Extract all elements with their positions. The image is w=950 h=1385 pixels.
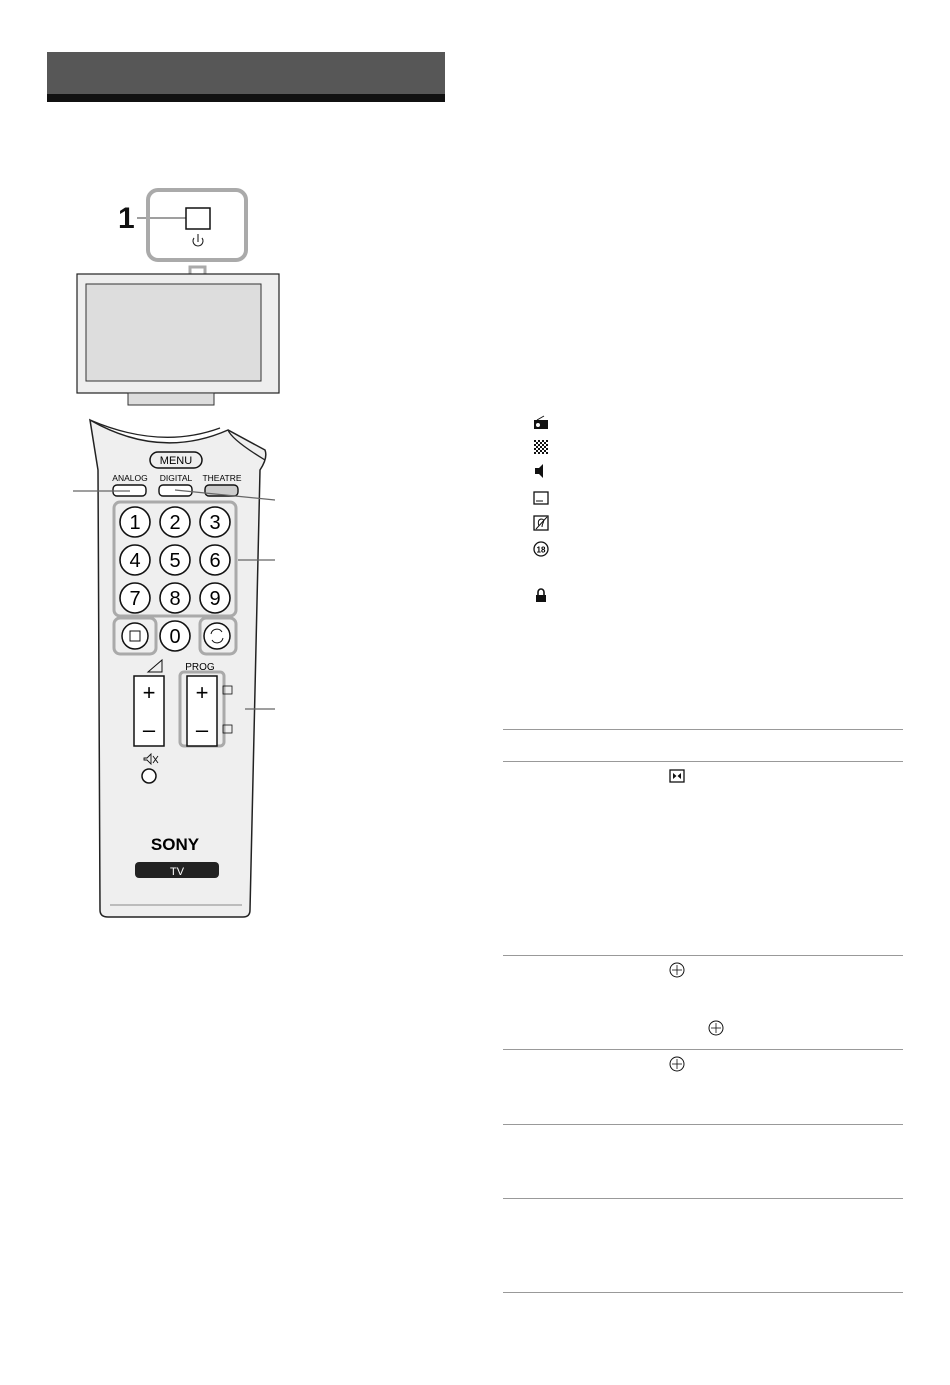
theatre-label: THEATRE xyxy=(202,473,242,483)
volume-minus: – xyxy=(142,717,156,742)
svg-text:18: 18 xyxy=(536,545,546,555)
digit-key-label: 8 xyxy=(169,588,181,610)
speaker-icon xyxy=(533,463,549,479)
tv-screen xyxy=(86,284,261,381)
power-button[interactable] xyxy=(186,208,210,229)
step-number: 1 xyxy=(118,202,135,235)
table-rule xyxy=(503,1049,903,1050)
tv-stand xyxy=(128,393,214,405)
digit-key-label: 1 xyxy=(129,512,141,534)
callout-lines xyxy=(40,480,290,720)
digit-key-label: 3 xyxy=(209,512,221,534)
digit-key-label: 7 xyxy=(129,588,141,610)
table-rule xyxy=(503,761,903,762)
digit-key-label: 5 xyxy=(169,550,181,572)
tv-illustration xyxy=(60,180,280,420)
digital-label: DIGITAL xyxy=(159,473,193,483)
table-rule xyxy=(503,729,903,730)
sony-logo: SONY xyxy=(150,835,200,854)
circle-plus-icon xyxy=(669,1056,685,1072)
digit-key-label: 2 xyxy=(169,512,181,534)
analog-label: ANALOG xyxy=(112,473,148,483)
split-screen-icon xyxy=(669,769,685,783)
mosaic-icon xyxy=(533,439,549,455)
tv-mode-label: TV xyxy=(169,866,185,878)
section-header-bar xyxy=(47,52,445,94)
digit-key-label: 6 xyxy=(209,550,221,572)
age-rating-18-icon xyxy=(533,541,549,557)
digit-key-label: 0 xyxy=(169,626,181,648)
subtitle-icon xyxy=(533,490,549,506)
circle-plus-icon xyxy=(669,962,685,978)
table-rule xyxy=(503,1124,903,1125)
lock-icon xyxy=(533,587,549,603)
section-header-rule xyxy=(47,94,445,102)
power-icon xyxy=(193,234,203,246)
table-rule xyxy=(503,955,903,956)
hearing-impaired-icon xyxy=(533,515,549,531)
prog-label: PROG xyxy=(185,662,215,673)
radio-icon xyxy=(533,415,549,431)
volume-plus: + xyxy=(142,680,156,705)
menu-label: MENU xyxy=(159,455,193,467)
table-rule xyxy=(503,1198,903,1199)
circle-plus-icon xyxy=(708,1020,724,1036)
digit-key-label: 4 xyxy=(129,550,141,572)
prog-minus: – xyxy=(195,717,209,742)
mute-button[interactable] xyxy=(142,769,156,783)
prog-plus: + xyxy=(195,680,209,705)
table-rule xyxy=(503,1292,903,1293)
digit-key-label: 9 xyxy=(209,588,221,610)
